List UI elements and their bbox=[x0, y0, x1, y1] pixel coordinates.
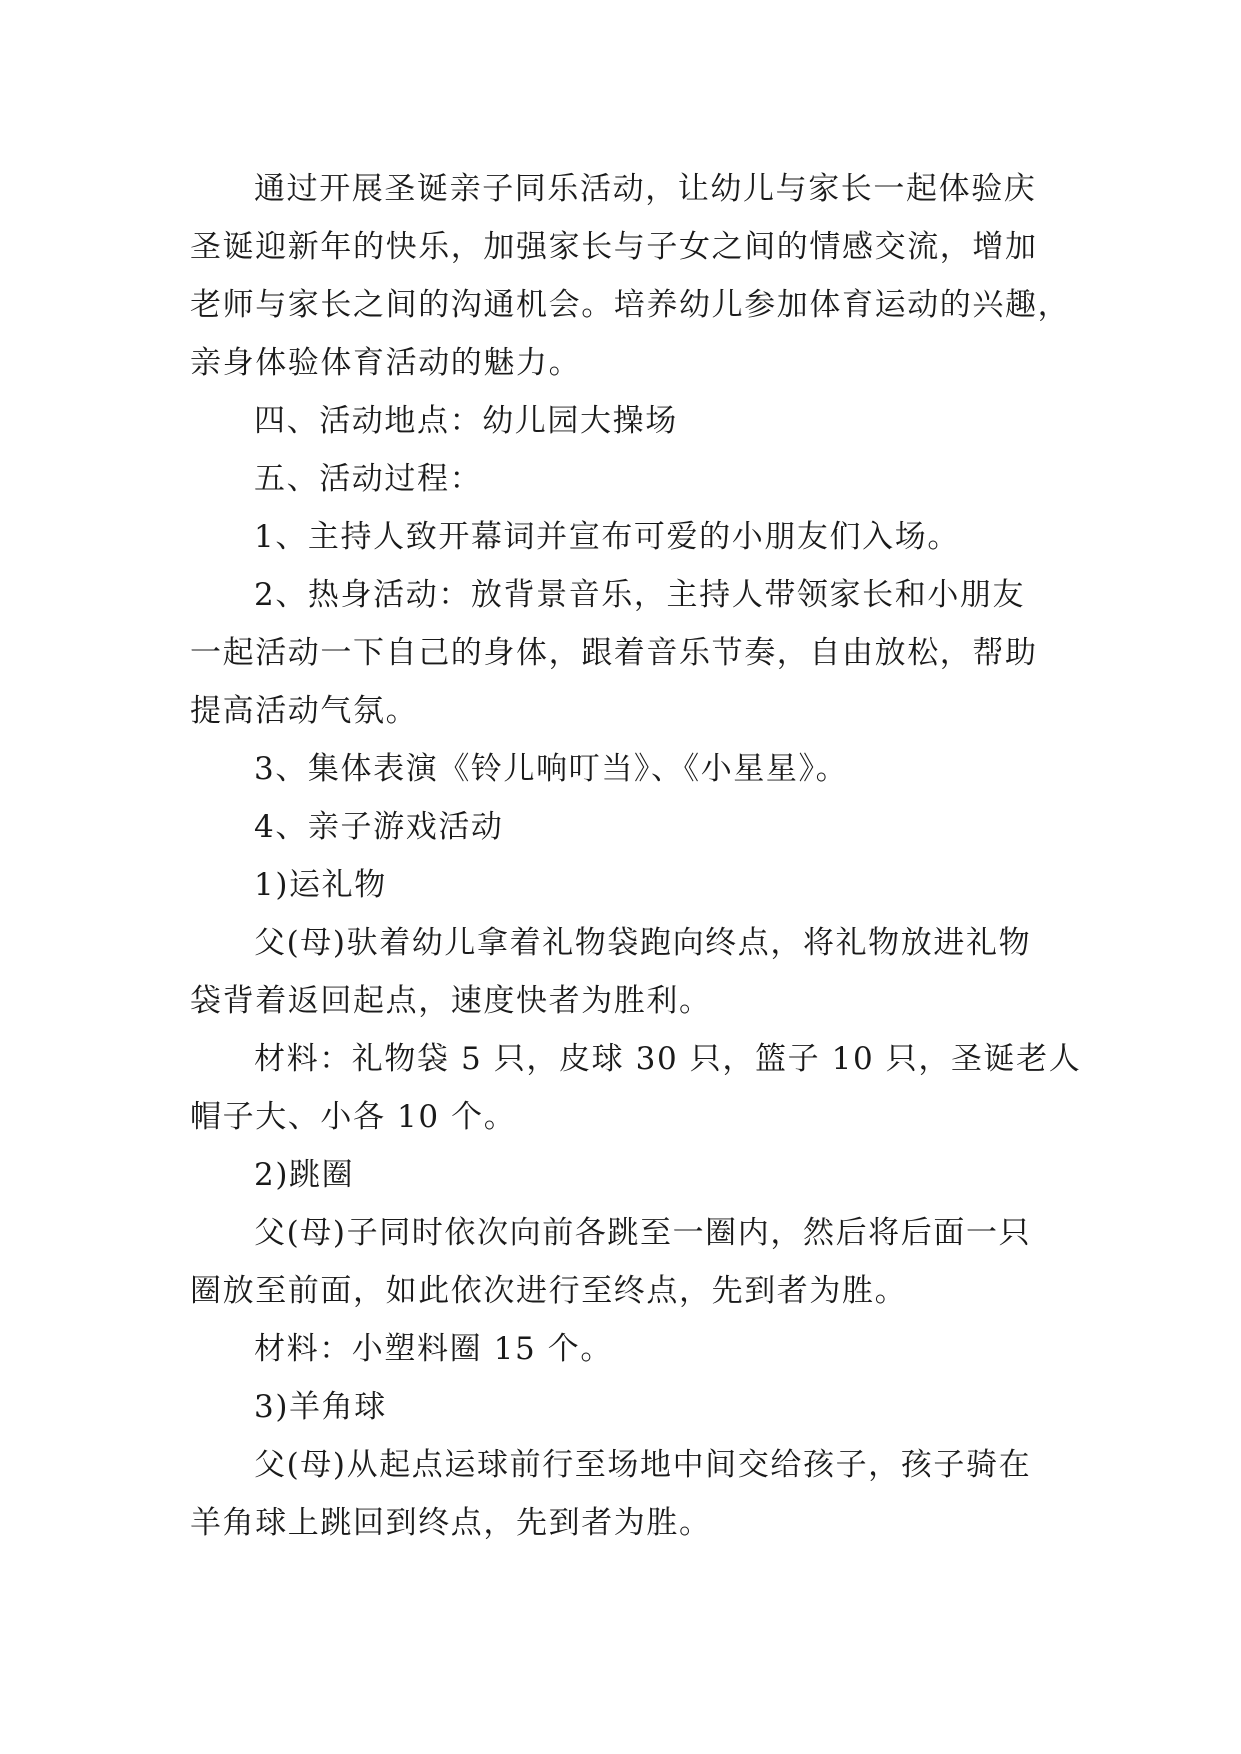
text-line: 父(母)驮着幼儿拿着礼物袋跑向终点，将礼物放进礼物 bbox=[254, 925, 1032, 961]
materials-line: 材料：礼物袋 5 只，皮球 30 只，篮子 10 只，圣诞老人 bbox=[254, 1041, 1082, 1077]
section-heading-location: 四、活动地点：幼儿园大操场 bbox=[254, 403, 678, 439]
game-title-3: 3)羊角球 bbox=[254, 1389, 387, 1425]
text-line: 袋背着返回起点，速度快者为胜利。 bbox=[190, 983, 712, 1019]
text-line: 一起活动一下自己的身体，跟着音乐节奏，自由放松，帮助 bbox=[190, 635, 1038, 671]
text-line: 圣诞迎新年的快乐，加强家长与子女之间的情感交流，增加 bbox=[190, 229, 1038, 265]
list-item-2: 2、热身活动：放背景音乐，主持人带领家长和小朋友 bbox=[254, 577, 1026, 613]
text-line: 父(母)从起点运球前行至场地中间交给孩子，孩子骑在 bbox=[254, 1447, 1032, 1483]
list-item-1: 1、主持人致开幕词并宣布可爱的小朋友们入场。 bbox=[254, 519, 960, 555]
game-title-2: 2)跳圈 bbox=[254, 1157, 355, 1193]
list-item-4: 4、亲子游戏活动 bbox=[254, 809, 504, 845]
text-line: 圈放至前面，如此依次进行至终点，先到者为胜。 bbox=[190, 1273, 908, 1309]
text-line: 提高活动气氛。 bbox=[190, 693, 419, 729]
text-line: 通过开展圣诞亲子同乐活动，让幼儿与家长一起体验庆 bbox=[254, 171, 1037, 207]
text-line: 亲身体验体育活动的魅力。 bbox=[190, 345, 582, 381]
text-line: 帽子大、小各 10 个。 bbox=[190, 1099, 517, 1135]
text-line: 老师与家长之间的沟通机会。培养幼儿参加体育运动的兴趣， bbox=[190, 287, 1071, 323]
text-line: 羊角球上跳回到终点，先到者为胜。 bbox=[190, 1505, 712, 1541]
document-body bbox=[190, 160, 1082, 1552]
materials-line: 材料：小塑料圈 15 个。 bbox=[254, 1331, 613, 1367]
text-line: 父(母)子同时依次向前各跳至一圈内，然后将后面一只 bbox=[254, 1215, 1032, 1251]
list-item-3: 3、集体表演《铃儿响叮当》、《小星星》。 bbox=[254, 751, 849, 787]
section-heading-process: 五、活动过程： bbox=[254, 461, 483, 497]
game-title-1: 1)运礼物 bbox=[254, 867, 387, 903]
